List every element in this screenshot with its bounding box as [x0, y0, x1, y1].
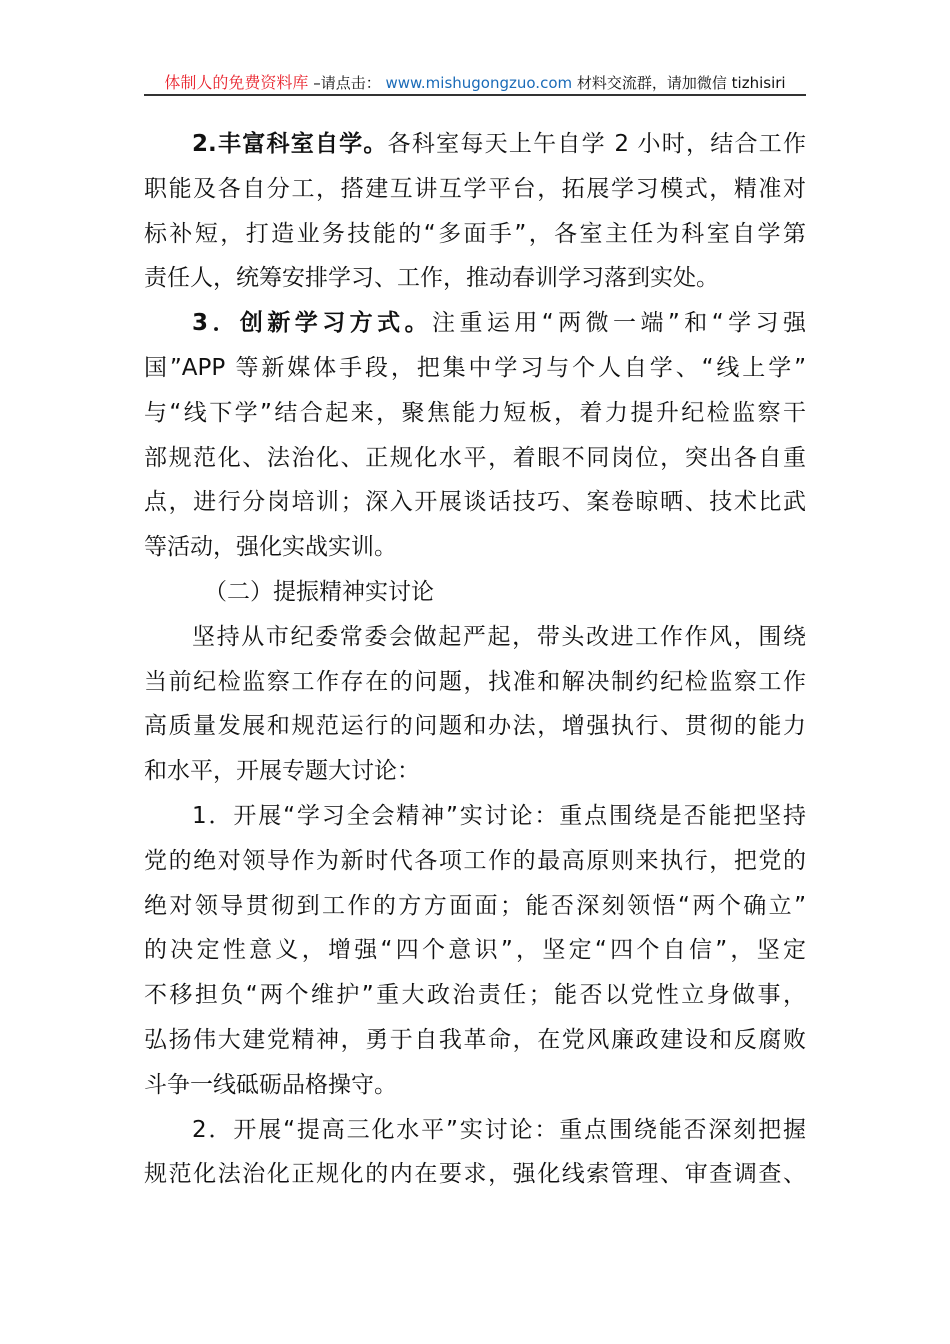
- bold-heading: 2.丰富科室自学。: [192, 131, 388, 157]
- text-line: [144, 256, 806, 301]
- text-line: [144, 884, 806, 929]
- line-text: 2．开展“提高三化水平”实讨论：重点围绕能否深刻把握: [192, 1116, 806, 1143]
- line-text: （二）提振精神实讨论: [204, 578, 434, 605]
- text-line: [144, 212, 806, 257]
- text-line: [144, 525, 806, 570]
- line-text: 1．开展“学习全会精神”实讨论：重点围绕是否能把坚持: [192, 802, 806, 829]
- text-line: [144, 660, 806, 705]
- line-text: 和水平，开展专题大讨论：: [144, 758, 420, 785]
- text-line: [144, 570, 806, 615]
- text-line: [144, 928, 806, 973]
- text-line: [144, 615, 806, 660]
- line-text: 党的绝对领导作为新时代各项工作的最高原则来执行，把党的: [144, 847, 806, 874]
- line-text: 坚持从市纪委常委会做起严起，带头改进工作作风，围绕: [192, 623, 806, 650]
- line-text: 规范化法治化正规化的内在要求，强化线索管理、审查调查、: [144, 1161, 806, 1188]
- text-line: [144, 749, 806, 794]
- website-link[interactable]: www.mishugongzuo.com: [385, 74, 573, 92]
- line-text: 高质量发展和规范运行的问题和办法，增强执行、贯彻的能力: [144, 713, 806, 740]
- line-text: 不移担负“两个维护”重大政治责任；能否以党性立身做事，: [144, 982, 806, 1009]
- line-text: 点，进行分岗培训；深入开展谈话技巧、案卷晾晒、技术比武: [144, 489, 806, 516]
- document-body: [144, 122, 806, 1197]
- line-text: 标补短，打造业务技能的“多面手”，各室主任为科室自学第: [144, 220, 806, 247]
- text-line: [144, 1063, 806, 1108]
- text-line: [144, 122, 806, 167]
- text-line: [144, 167, 806, 212]
- line-text: 职能及各自分工，搭建互讲互学平台，拓展学习模式，精准对: [144, 175, 806, 202]
- line-text: 斗争一线砥砺品格操守。: [144, 1071, 397, 1098]
- text-line: [144, 1018, 806, 1063]
- page-header: [144, 70, 806, 93]
- text-line: [144, 436, 806, 481]
- line-text: 各科室每天上午自学 2 小时，结合工作: [387, 131, 806, 157]
- text-line: [144, 704, 806, 749]
- header-divider: [144, 94, 806, 96]
- line-text: 绝对领导贯彻到工作的方方面面；能否深刻领悟“两个确立”: [144, 892, 806, 919]
- text-line: [144, 794, 806, 839]
- prompt-text: –请点击：: [313, 74, 381, 92]
- text-line: [144, 839, 806, 884]
- line-text: 当前纪检监察工作存在的问题，找准和解决制约纪检监察工作: [144, 668, 806, 695]
- text-line: [144, 301, 806, 346]
- header-tail: 材料交流群，请加微信 tizhisiri: [576, 74, 786, 92]
- line-text: 责任人，统筹安排学习、工作，推动春训学习落到实处。: [144, 265, 719, 292]
- bold-heading: 3．创新学习方式。: [192, 310, 433, 337]
- text-line: [144, 480, 806, 525]
- text-line: [144, 1108, 806, 1153]
- text-line: [144, 973, 806, 1018]
- line-text: 注重运用“两微一端”和“学习强: [432, 310, 806, 337]
- line-text: 的决定性意义，增强“四个意识”，坚定“四个自信”，坚定: [144, 937, 806, 964]
- brand-text: 体制人的免费资料库: [164, 73, 309, 92]
- line-text: 等活动，强化实战实训。: [144, 534, 397, 561]
- line-text: 国”APP 等新媒体手段，把集中学习与个人自学、“线上学”: [144, 354, 806, 381]
- line-text: 部规范化、法治化、正规化水平，着眼不同岗位，突出各自重: [144, 444, 806, 471]
- text-line: [144, 346, 806, 391]
- text-line: [144, 1152, 806, 1197]
- text-line: [144, 391, 806, 436]
- line-text: 与“线下学”结合起来，聚焦能力短板，着力提升纪检监察干: [144, 399, 806, 426]
- line-text: 弘扬伟大建党精神，勇于自我革命，在党风廉政建设和反腐败: [144, 1026, 806, 1053]
